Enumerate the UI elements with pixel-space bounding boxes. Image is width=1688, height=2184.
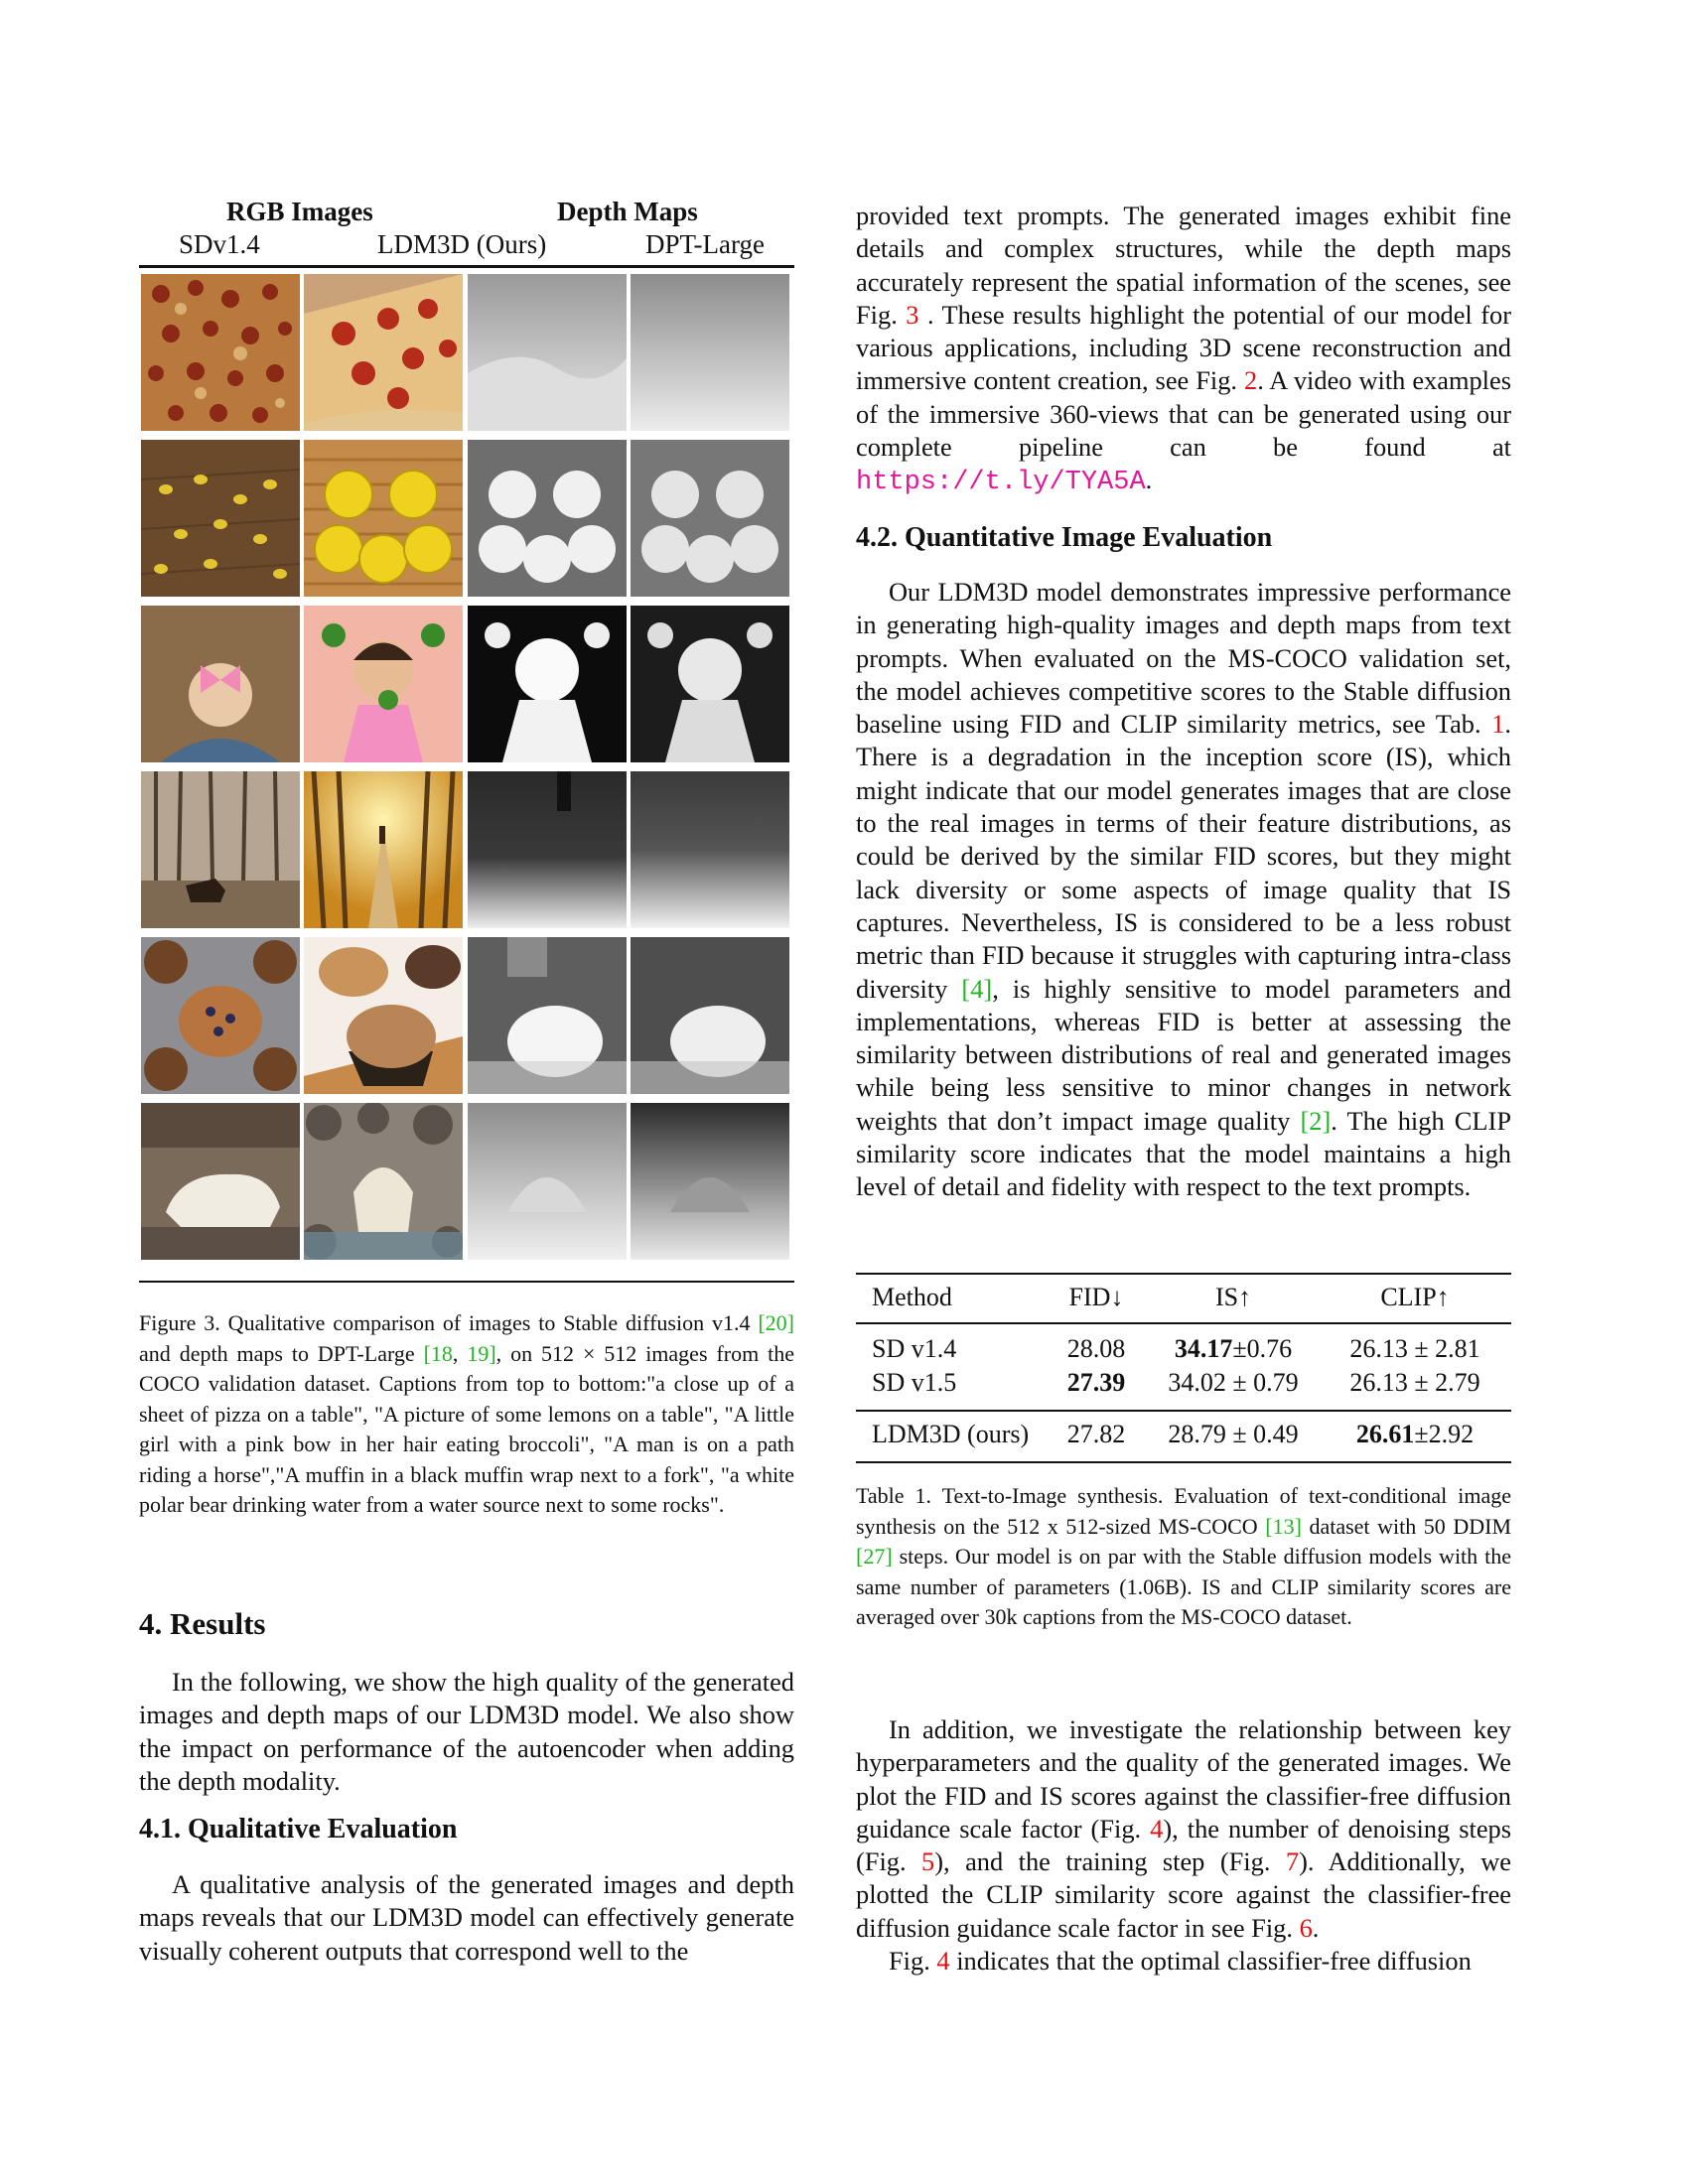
figure-link[interactable]: 5 xyxy=(921,1846,935,1877)
col-header-sd: SDv1.4 xyxy=(179,229,260,259)
depth-ldm3d-girl xyxy=(468,606,627,762)
text: indicates that the optimal classifier-free diffusion xyxy=(949,1946,1472,1977)
image-sd-girl xyxy=(141,606,300,762)
caption-text: , on 512 × 512 images from the COCO validation dataset. Captions from top to bottom:"a close up of a sheet of pizza on a table", "A picture of some lemons on a table", "A little girl with a pink bow in her hair eating broccoli", "A man is on a path riding a horse","A muffin in a black muffin wrap next to a fork", "a white polar bear drinking water from a water source next to some rocks". xyxy=(139,1340,794,1517)
depth-dpt-muffin xyxy=(631,937,789,1094)
text: . A video with examples of the immersive 360-views that can be generated using our complete pipeline can be found at xyxy=(856,365,1511,463)
subsection-heading-quantitative: 4.2. Quantitative Image Evaluation xyxy=(856,522,1273,553)
table-row xyxy=(856,1368,1511,1402)
table-cell-method: SD v1.5 xyxy=(872,1368,957,1397)
col-header-dpt: DPT-Large xyxy=(645,229,765,259)
citation-link[interactable]: [13] xyxy=(1265,1513,1302,1539)
caption-text: Table 1. Text-to-Image synthesis. Evaluation of text-conditional image synthesis on the 512 x 512-sized MS-COCO xyxy=(856,1483,1511,1539)
text: ). Additionally, we plotted the CLIP similarity score against the classifier-free diffusion guidance scale factor in see Fig. xyxy=(856,1846,1511,1943)
subsection-heading-qualitative: 4.1. Qualitative Evaluation xyxy=(139,1814,458,1844)
table-row xyxy=(856,1420,1511,1453)
image-ldm3d-lemons xyxy=(304,440,463,597)
depth-ldm3d-bear xyxy=(468,1103,627,1260)
citation-link[interactable]: 19] xyxy=(467,1340,496,1366)
depth-ldm3d-lemons xyxy=(468,440,627,597)
figure-link[interactable]: 4 xyxy=(1150,1813,1164,1843)
image-sd-lemons xyxy=(141,440,300,597)
image-sd-horse xyxy=(141,771,300,928)
table-bottom-rule xyxy=(856,1461,1511,1463)
paragraph xyxy=(856,1713,1511,1945)
paragraph: A qualitative analysis of the generated images and depth maps reveals that our LDM3D model can effectively generate visually coherent outputs that correspond well to the xyxy=(139,1869,794,1966)
figure-top-rule xyxy=(139,265,794,268)
table-mid-rule xyxy=(856,1410,1511,1412)
image-sd-muffin xyxy=(141,937,300,1094)
depth-dpt-bear xyxy=(631,1103,789,1260)
depth-ldm3d-muffin xyxy=(468,937,627,1094)
text: In addition, we investigate the relationship between key hyperparameters and the quality of the generated images. We plot the FID and IS scores against the classifier-free diffusion guidance scale factor (Fig. xyxy=(856,1714,1511,1843)
citation-link[interactable]: [20] xyxy=(758,1310,794,1335)
caption-text: steps. Our model is on par with the Stable diffusion models with the same number of parameters (1.06B). IS and CLIP similarity scores are averaged over 30k captions from the MS-COCO dataset. xyxy=(856,1544,1511,1629)
table-cell-clip: 26.13 ± 2.79 xyxy=(1349,1368,1480,1397)
text: Our LDM3D model demonstrates impressive performance in generating high-quality images and depth maps from text prompts. When evaluated on the MS-COCO validation set, the model achieves competitive scores to the Stable diffusion baseline using FID and CLIP similarity metrics, see Tab. xyxy=(856,577,1511,740)
text: . xyxy=(1312,1912,1320,1943)
table-header-method: Method xyxy=(872,1283,952,1311)
depth-dpt-girl xyxy=(631,606,789,762)
table-row xyxy=(856,1334,1511,1368)
table-cell-fid: 27.82 xyxy=(1066,1420,1126,1448)
section-heading-results: 4. Results xyxy=(139,1606,266,1641)
text: . The high CLIP similarity score indicates that the model maintains a high level of detail and fidelity with respect to the text prompts. xyxy=(856,1105,1511,1202)
table-cell-fid: 28.08 xyxy=(1066,1334,1126,1363)
depth-dpt-pizza xyxy=(631,274,789,431)
depth-ldm3d-horse xyxy=(468,771,627,928)
best-value: 34.17 xyxy=(1174,1334,1233,1363)
text: provided text prompts. The generated images exhibit fine details and complex structures, while the depth maps accurately represent the spatial information of the scenes, see Fig. xyxy=(856,201,1511,330)
table-cell-clip xyxy=(1321,1420,1509,1449)
figure-caption xyxy=(139,1308,794,1521)
best-value: 27.39 xyxy=(1066,1368,1126,1397)
table-cell-fid xyxy=(1047,1368,1146,1398)
text: ), the number of denoising steps (Fig. xyxy=(856,1813,1511,1877)
text: Fig. xyxy=(889,1946,937,1977)
table-cell-method: LDM3D (ours) xyxy=(872,1420,1030,1448)
table-link[interactable]: 1 xyxy=(1491,709,1505,740)
caption-text: dataset with 50 DDIM xyxy=(1301,1513,1512,1539)
best-value: 26.61 xyxy=(1355,1420,1415,1448)
col-header-ldm3d: LDM3D (Ours) xyxy=(377,229,547,259)
citation-link[interactable]: [18 xyxy=(423,1340,453,1366)
table-header-row xyxy=(856,1283,1511,1316)
paragraph xyxy=(856,576,1511,1204)
qualitative-text xyxy=(139,1868,794,1968)
caption-text: , xyxy=(452,1340,468,1366)
figure-bottom-rule xyxy=(139,1281,794,1283)
image-sd-bear xyxy=(141,1103,300,1260)
table-cell-is xyxy=(1154,1334,1313,1364)
citation-link[interactable]: [2] xyxy=(1300,1105,1332,1136)
figure-link[interactable]: 2 xyxy=(1243,365,1258,396)
table-header-clip: CLIP↑ xyxy=(1380,1283,1450,1311)
depth-dpt-lemons xyxy=(631,440,789,597)
paragraph xyxy=(856,200,1511,500)
citation-link[interactable]: [27] xyxy=(856,1544,893,1569)
image-ldm3d-bear xyxy=(304,1103,463,1260)
table-header-is: IS↑ xyxy=(1214,1283,1252,1311)
table-cell-clip: 26.13 ± 2.81 xyxy=(1349,1334,1480,1363)
figure-link[interactable]: 6 xyxy=(1299,1912,1313,1943)
group-header-rgb: RGB Images xyxy=(226,197,373,226)
group-header-depth: Depth Maps xyxy=(557,197,698,226)
image-ldm3d-pizza xyxy=(304,274,463,431)
text: . There is a degradation in the inception score (IS), which might indicate that our model generates images that are close to the real images in terms of their feature distributions, as could be derived by the similar FID scores, but they might lack diversity or some aspects of image quality that IS captures. Nevertheless, IS is considered to be a less robust metric than FID because it struggles with capturing intra-class diversity xyxy=(856,709,1511,1004)
image-sd-pizza xyxy=(141,274,300,431)
hyperparameter-text xyxy=(856,1713,1511,1978)
paragraph xyxy=(856,1945,1511,1978)
citation-link[interactable]: [4] xyxy=(961,973,993,1004)
video-url-link[interactable]: https://t.ly/TYA5A xyxy=(856,468,1146,498)
text: . These results highlight the potential of our model for various applications, including 3D scene reconstruction and immersive content creation, see Fig. xyxy=(856,299,1511,396)
figure-link[interactable]: 4 xyxy=(936,1946,950,1977)
figure-link[interactable]: 7 xyxy=(1285,1846,1300,1877)
table-header-fid: FID↓ xyxy=(1068,1283,1124,1311)
text: ), and the training step (Fig. xyxy=(934,1846,1286,1877)
table-caption xyxy=(856,1481,1511,1633)
value: ±0.76 xyxy=(1232,1334,1293,1363)
results-intro xyxy=(139,1666,794,1798)
depth-dpt-horse xyxy=(631,771,789,928)
table-cell-is: 28.79 ± 0.49 xyxy=(1168,1420,1299,1448)
value: ±2.92 xyxy=(1414,1420,1475,1448)
table-cell-method: SD v1.4 xyxy=(872,1334,957,1363)
image-ldm3d-girl xyxy=(304,606,463,762)
qualitative-continuation xyxy=(856,200,1511,500)
table-cell-is: 34.02 ± 0.79 xyxy=(1168,1368,1299,1397)
table-top-rule xyxy=(856,1273,1511,1275)
text: . xyxy=(1145,465,1153,495)
caption-text: Figure 3. Qualitative comparison of images to Stable diffusion v1.4 xyxy=(139,1310,759,1335)
depth-ldm3d-pizza xyxy=(468,274,627,431)
caption-text: and depth maps to DPT-Large xyxy=(139,1340,424,1366)
quantitative-text xyxy=(856,576,1511,1204)
table-header-rule xyxy=(856,1322,1511,1324)
text: , is highly sensitive to model parameters and implementations, whereas FID is better at assessing the similarity between distributions of real and generated images while being less sensitive to minor changes in network weights that don’t impact image quality xyxy=(856,973,1511,1136)
image-ldm3d-muffin xyxy=(304,937,463,1094)
figure-link[interactable]: 3 xyxy=(906,299,919,330)
image-ldm3d-horse xyxy=(304,771,463,928)
paragraph: In the following, we show the high quality of the generated images and depth maps of our LDM3D model. We also show the impact on performance of the autoencoder when adding the depth modality. xyxy=(139,1667,794,1796)
